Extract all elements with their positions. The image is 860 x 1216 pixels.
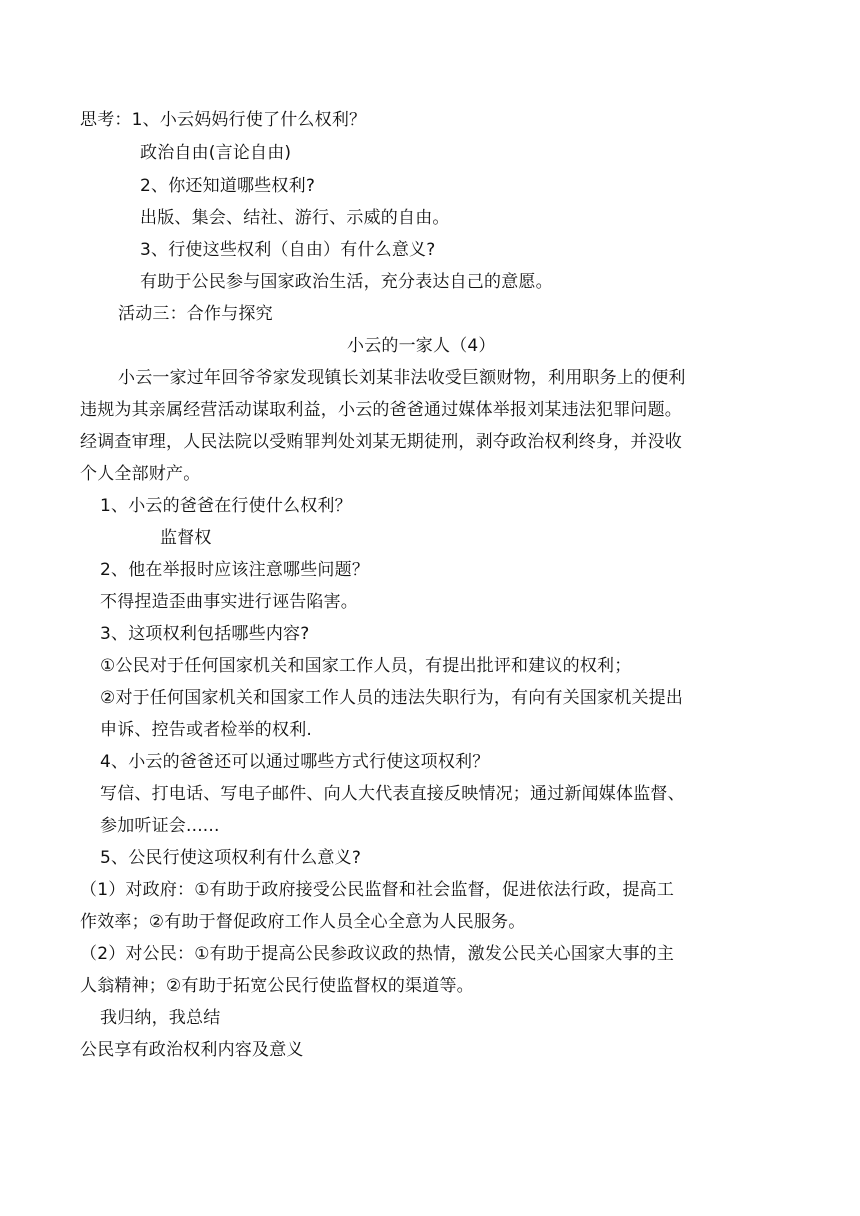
think-answer-1: 政治自由(言论自由)	[140, 143, 292, 163]
activity-answer-1: 监督权	[160, 528, 212, 548]
activity-answer-5-government-line-1: （1）对政府：①有助于政府接受公民监督和社会监督，促进依法行政，提高工	[80, 880, 675, 900]
activity-question-2: 2、他在举报时应该注意哪些问题？	[100, 560, 370, 580]
activity-answer-2: 不得捏造歪曲事实进行诬告陷害。	[100, 592, 358, 612]
activity-question-3: 3、这项权利包括哪些内容?	[100, 624, 310, 644]
activity-answer-4-line-1: 写信、打电话、写电子邮件、向人大代表直接反映情况；通过新闻媒体监督、	[100, 784, 685, 804]
think-answer-2: 出版、集会、结社、游行、示威的自由。	[140, 208, 450, 228]
activity-answer-5-citizen-line-1: （2）对公民：①有助于提高公民参政议政的热情，激发公民关心国家大事的主	[80, 944, 675, 964]
story-line-2: 违规为其亲属经营活动谋取利益，小云的爸爸通过媒体举报刘某违法犯罪问题。	[80, 400, 682, 420]
activity-answer-4-line-2: 参加听证会......	[100, 816, 220, 836]
think-question-1: 思考：1、小云妈妈行使了什么权利？	[80, 110, 367, 130]
activity-question-5: 5、公民行使这项权利有什么意义?	[100, 848, 362, 868]
summary-heading: 我归纳，我总结	[100, 1008, 221, 1028]
activity-answer-5-citizen-line-2: 人翁精神；②有助于拓宽公民行使监督权的渠道等。	[80, 976, 474, 996]
activity-question-1: 1、小云的爸爸在行使什么权利？	[100, 496, 352, 516]
activity-answer-3-item-2-line-1: ②对于任何国家机关和国家工作人员的违法失职行为，有向有关国家机关提出	[100, 688, 684, 708]
activity-answer-3-item-1: ①公民对于任何国家机关和国家工作人员，有提出批评和建议的权利；	[100, 656, 632, 676]
story-line-4: 个人全部财产。	[80, 464, 201, 484]
story-line-3: 经调查审理，人民法院以受贿罪判处刘某无期徒刑，剥夺政治权利终身，并没收	[80, 432, 682, 452]
story-title: 小云的一家人（4）	[347, 336, 496, 356]
think-answer-3: 有助于公民参与国家政治生活，充分表达自己的意愿。	[140, 272, 553, 292]
activity-heading: 活动三：合作与探究	[118, 304, 273, 324]
story-line-1: 小云一家过年回爷爷家发现镇长刘某非法收受巨额财物，利用职务上的便利	[118, 368, 686, 388]
activity-answer-5-government-line-2: 作效率；②有助于督促政府工作人员全心全意为人民服务。	[80, 912, 526, 932]
summary-line: 公民享有政治权利内容及意义	[80, 1040, 304, 1060]
think-question-2: 2、你还知道哪些权利?	[140, 176, 316, 196]
think-question-3: 3、行使这些权利（自由）有什么意义?	[140, 240, 436, 260]
activity-answer-3-item-2-line-2: 申诉、控告或者检举的权利.	[100, 720, 313, 740]
activity-question-4: 4、小云的爸爸还可以通过哪些方式行使这项权利？	[100, 752, 490, 772]
